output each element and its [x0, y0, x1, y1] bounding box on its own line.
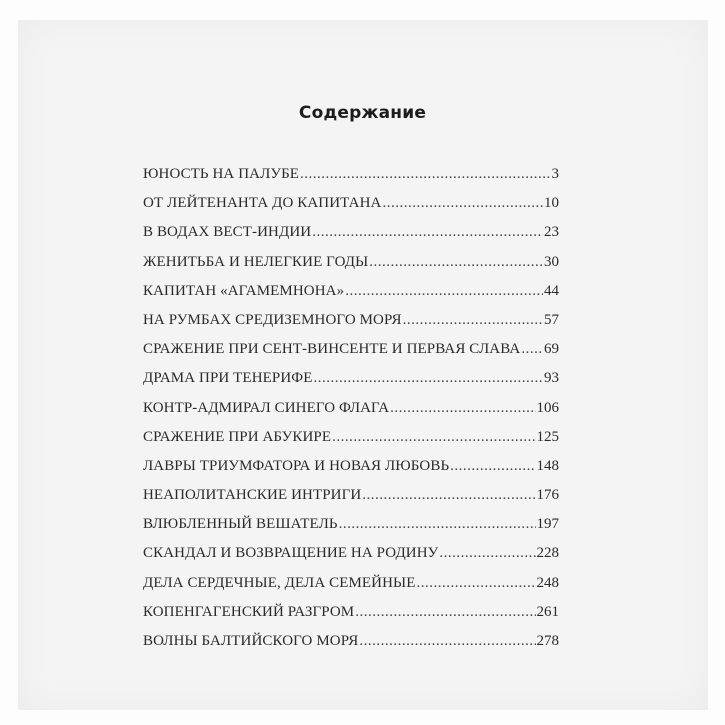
toc-leader-dots	[355, 604, 535, 621]
toc-entry	[143, 487, 559, 516]
toc-entry-page: 44	[544, 282, 559, 299]
toc-leader-dots	[390, 400, 535, 417]
toc-leader-dots	[332, 429, 535, 446]
toc-leader-dots	[345, 283, 543, 300]
toc-leader-dots	[382, 195, 543, 212]
toc-entry-page: 176	[536, 487, 559, 504]
toc-entry	[143, 312, 559, 341]
toc-entry	[143, 516, 559, 545]
toc-entry-title: ЮНОСТЬ НА ПАЛУБЕ	[143, 166, 300, 182]
toc-entry	[143, 370, 559, 399]
toc-entry-title: КАПИТАН «АГАМЕМНОНА»	[143, 282, 345, 299]
toc-entry-title: СРАЖЕНИЕ ПРИ АБУКИРЕ	[143, 428, 332, 445]
toc-entry	[143, 341, 559, 370]
toc-entry	[143, 604, 559, 633]
toc-entry-title: ЛАВРЫ ТРИУМФАТОРА И НОВАЯ ЛЮБОВЬ	[143, 457, 450, 474]
toc-entry-page: 93	[544, 370, 559, 387]
toc-entry-page: 69	[544, 341, 559, 358]
toc-entry-page: 197	[536, 516, 559, 533]
toc-leader-dots	[312, 224, 543, 241]
toc-entry-title: ДЕЛА СЕРДЕЧНЫЕ, ДЕЛА СЕМЕЙНЫЕ	[143, 574, 416, 591]
toc-leader-dots	[450, 458, 535, 475]
toc-leader-dots	[359, 633, 535, 650]
toc-entry	[143, 254, 559, 283]
toc-entry-page: 3	[551, 166, 559, 182]
toc-entry-title: ОТ ЛЕЙТЕНАНТА ДО КАПИТАНА	[143, 195, 382, 212]
toc-leader-dots	[369, 254, 543, 271]
toc-entry-title: НЕАПОЛИТАНСКИЕ ИНТРИГИ	[143, 487, 362, 504]
toc-leader-dots	[403, 312, 543, 329]
toc-entry	[143, 429, 559, 458]
toc-entry-title: НА РУМБАХ СРЕДИЗЕМНОГО МОРЯ	[143, 311, 402, 328]
toc-entry-title: СРАЖЕНИЕ ПРИ СЕНТ-ВИНСЕНТЕ И ПЕРВАЯ СЛАВА	[143, 341, 521, 358]
toc-entry-page: 10	[544, 195, 559, 212]
toc-entry-page: 125	[536, 428, 559, 445]
toc-entry	[143, 283, 559, 312]
toc-entry-title: КОПЕНГАГЕНСКИЙ РАЗГРОМ	[143, 603, 355, 620]
toc-entry	[143, 195, 559, 224]
toc-entry	[143, 400, 559, 429]
toc-entry-title: В ВОДАХ ВЕСТ-ИНДИИ	[143, 224, 312, 241]
toc-entry-page: 57	[544, 311, 559, 328]
toc-entry-page: 148	[536, 457, 559, 474]
toc-entry-title: ДРАМА ПРИ ТЕНЕРИФЕ	[143, 370, 313, 387]
toc-leader-dots	[300, 166, 550, 183]
toc-entry	[143, 166, 559, 195]
toc-entry-page: 23	[544, 224, 559, 241]
toc-entry-page: 30	[544, 253, 559, 270]
toc-entry-title: ВОЛНЫ БАЛТИЙСКОГО МОРЯ	[143, 633, 359, 649]
toc-entry-title: СКАНДАЛ И ВОЗВРАЩЕНИЕ НА РОДИНУ	[143, 545, 439, 562]
toc-entry	[143, 224, 559, 253]
toc-leader-dots	[416, 575, 535, 592]
toc-entry-page: 261	[536, 603, 559, 620]
toc-entry-title: КОНТР-АДМИРАЛ СИНЕГО ФЛАГА	[143, 399, 390, 416]
table-of-contents	[143, 166, 559, 662]
toc-leader-dots	[339, 516, 536, 533]
toc-entry	[143, 633, 559, 662]
toc-leader-dots	[439, 545, 535, 562]
toc-entry-page: 278	[536, 633, 559, 649]
toc-entry-title: ЖЕНИТЬБА И НЕЛЕГКИЕ ГОДЫ	[143, 253, 369, 270]
toc-entry	[143, 458, 559, 487]
toc-entry-page: 106	[536, 399, 559, 416]
toc-leader-dots	[521, 341, 543, 358]
toc-entry-page: 228	[536, 545, 559, 562]
toc-entry-page: 248	[536, 574, 559, 591]
toc-leader-dots	[362, 487, 535, 504]
toc-leader-dots	[313, 370, 543, 387]
toc-entry	[143, 545, 559, 574]
page-title: Содержание	[298, 103, 427, 123]
toc-entry-title: ВЛЮБЛЕННЫЙ ВЕШАТЕЛЬ	[143, 516, 338, 533]
toc-entry	[143, 575, 559, 604]
